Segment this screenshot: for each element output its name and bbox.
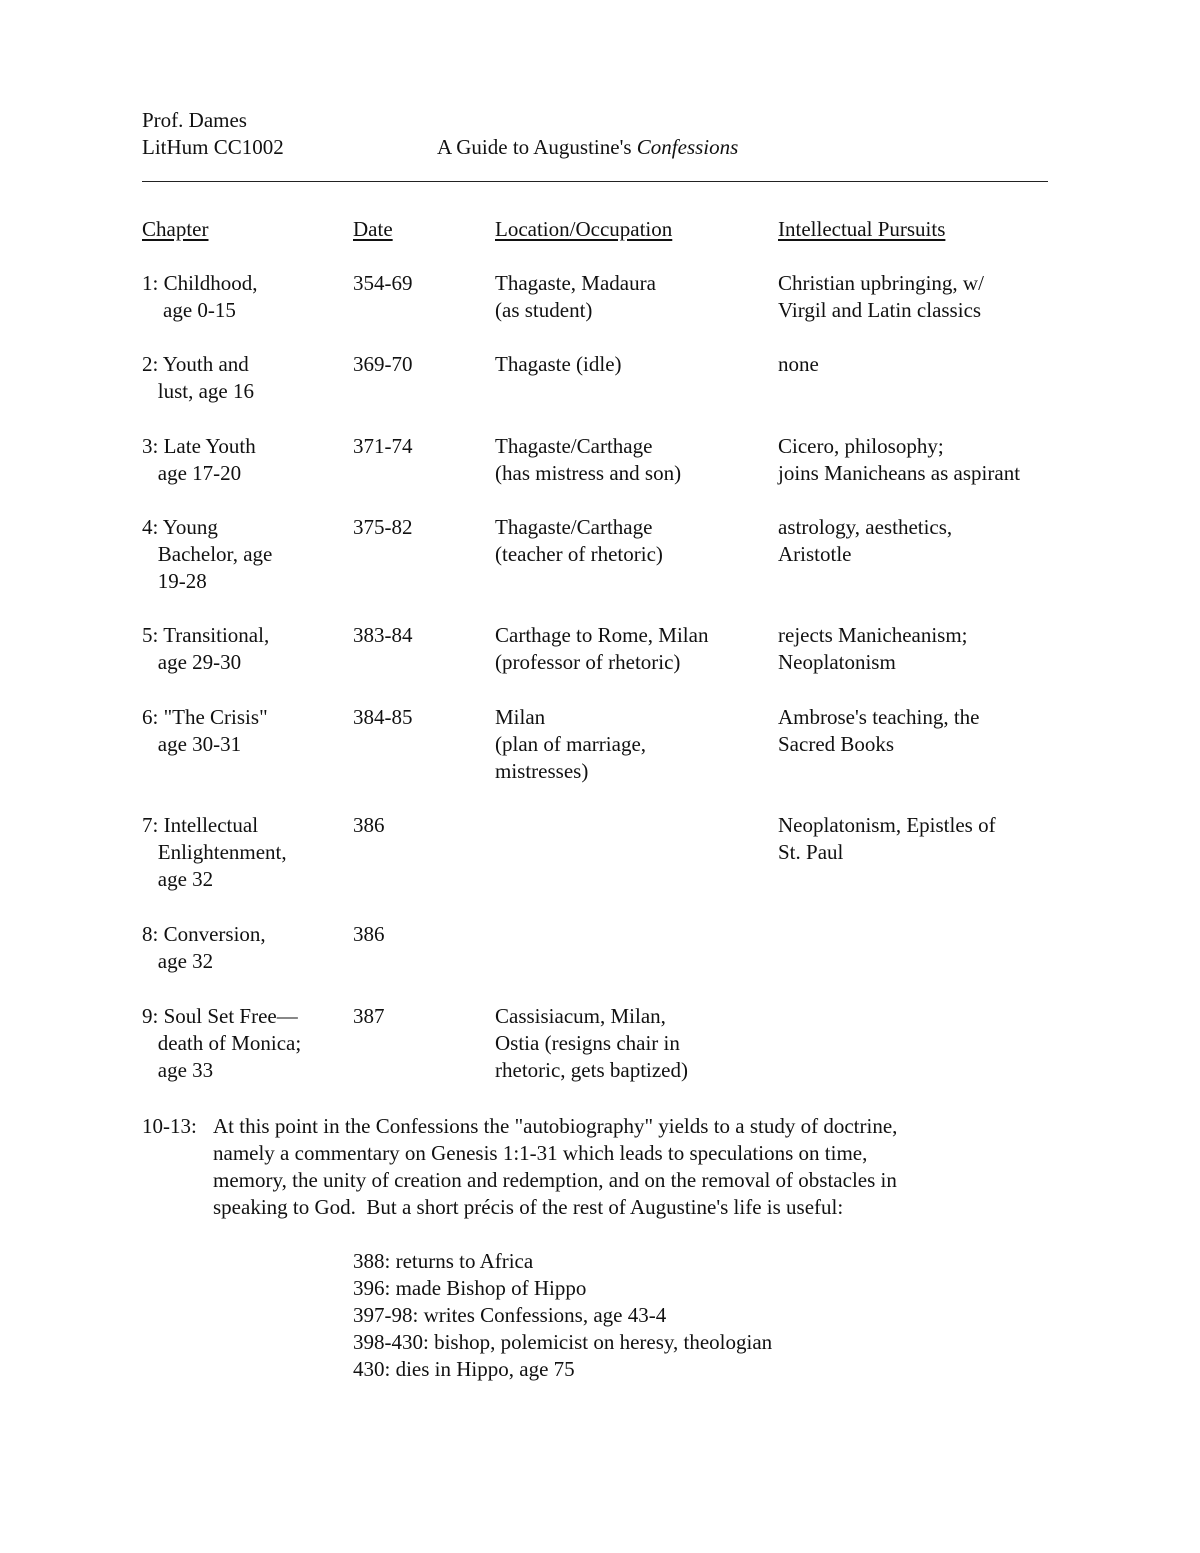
pursuits-cell: Virgil and Latin classics — [778, 298, 982, 322]
paragraph-line: At this point in the Confessions the "autobiography" yields to a study of doctrine, — [213, 1114, 898, 1138]
chapter-cell: 3: Late Youth — [142, 434, 256, 458]
pursuits-cell: Ambrose's teaching, the — [778, 705, 980, 729]
chapter-cell: 7: Intellectual — [142, 813, 259, 837]
date-cell: 354-69 — [353, 271, 413, 295]
location-cell: Thagaste, Madaura — [495, 271, 656, 295]
title-italic: Confessions — [636, 135, 739, 159]
chapter-cell: 6: "The Crisis" — [142, 705, 268, 729]
paragraph-line: speaking to God. But a short précis of the rest of Augustine's life is useful: — [213, 1195, 844, 1219]
pursuits-cell: Aristotle — [778, 542, 852, 566]
location-cell: (as student) — [495, 298, 593, 322]
paragraph-line: namely a commentary on Genesis 1:1-31 which leads to speculations on time, — [213, 1141, 868, 1165]
chapter-cell: 8: Conversion, — [142, 922, 266, 946]
date-cell: 383-84 — [353, 623, 413, 647]
column-header-chapter: Chapter — [142, 217, 209, 241]
chapters-label: 10-13: — [142, 1114, 197, 1138]
pursuits-cell: St. Paul — [778, 840, 844, 864]
location-cell: Ostia (resigns chair in — [495, 1031, 680, 1055]
chapter-cell: age 0-15 — [142, 298, 236, 322]
date-cell: 384-85 — [353, 705, 413, 729]
location-cell: Thagaste/Carthage — [495, 434, 653, 458]
chapter-cell: death of Monica; — [142, 1031, 302, 1055]
location-cell: Thagaste (idle) — [495, 352, 622, 376]
location-cell: Cassisiacum, Milan, — [495, 1004, 666, 1028]
pursuits-cell: rejects Manicheanism; — [778, 623, 968, 647]
timeline-item: 388: returns to Africa — [353, 1249, 534, 1273]
chapter-cell: Enlightenment, — [142, 840, 287, 864]
document-title — [437, 134, 738, 161]
date-cell: 386 — [353, 922, 385, 946]
professor-name: Prof. Dames — [142, 108, 247, 132]
chapter-cell: age 32 — [142, 867, 214, 891]
chapter-cell: age 33 — [142, 1058, 214, 1082]
timeline-item: 396: made Bishop of Hippo — [353, 1276, 587, 1300]
timeline-item: 398-430: bishop, polemicist on heresy, theologian — [353, 1330, 773, 1354]
header-divider — [142, 181, 1048, 182]
title-prefix: A Guide to Augustine's — [437, 135, 637, 159]
date-cell: 387 — [353, 1004, 385, 1028]
chapter-cell: lust, age 16 — [142, 379, 254, 403]
chapter-cell: 9: Soul Set Free— — [142, 1004, 298, 1028]
chapter-cell: 19-28 — [142, 569, 207, 593]
chapter-cell: age 17-20 — [142, 461, 242, 485]
life-timeline — [353, 1248, 772, 1383]
location-cell: Carthage to Rome, Milan — [495, 623, 709, 647]
chapter-cell: age 32 — [142, 949, 214, 973]
date-cell: 369-70 — [353, 352, 413, 376]
pursuits-cell: Cicero, philosophy; — [778, 434, 944, 458]
location-cell: Thagaste/Carthage — [495, 515, 653, 539]
pursuits-cell: Neoplatonism — [778, 650, 896, 674]
pursuits-cell: none — [778, 352, 819, 376]
pursuits-cell: joins Manicheans as aspirant — [778, 461, 1021, 485]
paragraph-line: memory, the unity of creation and redemption, and on the removal of obstacles in — [213, 1168, 897, 1192]
pursuits-cell: astrology, aesthetics, — [778, 515, 953, 539]
pursuits-cell: Christian upbringing, w/ — [778, 271, 984, 295]
chapter-cell: 1: Childhood, — [142, 271, 258, 295]
location-cell: Milan — [495, 705, 546, 729]
location-cell: (teacher of rhetoric) — [495, 542, 663, 566]
location-cell: (has mistress and son) — [495, 461, 682, 485]
chapter-cell: Bachelor, age — [142, 542, 273, 566]
location-cell: (professor of rhetoric) — [495, 650, 681, 674]
course-code: LitHum CC1002 — [142, 135, 284, 159]
date-cell: 375-82 — [353, 515, 413, 539]
date-cell: 386 — [353, 813, 385, 837]
column-header-pursuits: Intellectual Pursuits — [778, 217, 946, 241]
location-cell: mistresses) — [495, 759, 589, 783]
location-cell: rhetoric, gets baptized) — [495, 1058, 688, 1082]
timeline-item: 397-98: writes Confessions, age 43-4 — [353, 1303, 667, 1327]
chapter-cell: age 30-31 — [142, 732, 242, 756]
pursuits-cell: Sacred Books — [778, 732, 895, 756]
chapter-cell: age 29-30 — [142, 650, 242, 674]
date-cell: 371-74 — [353, 434, 413, 458]
column-header-date: Date — [353, 217, 393, 241]
chapter-cell: 2: Youth and — [142, 352, 249, 376]
pursuits-cell: Neoplatonism, Epistles of — [778, 813, 996, 837]
timeline-item: 430: dies in Hippo, age 75 — [353, 1357, 575, 1381]
column-header-location: Location/Occupation — [495, 217, 673, 241]
location-cell: (plan of marriage, — [495, 732, 647, 756]
chapter-cell: 4: Young — [142, 515, 218, 539]
chapter-cell: 5: Transitional, — [142, 623, 270, 647]
